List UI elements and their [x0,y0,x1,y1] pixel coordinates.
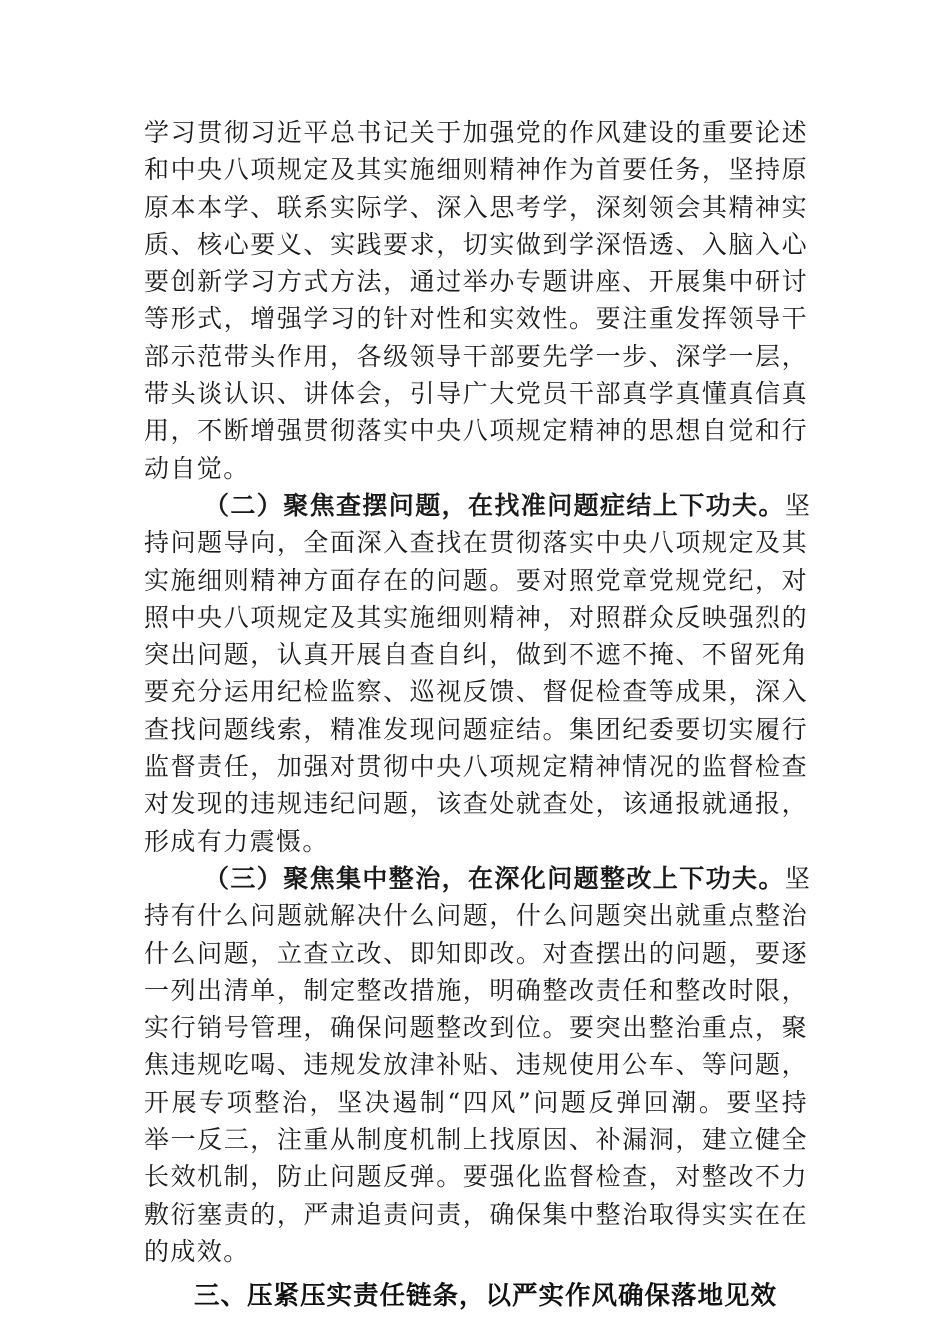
text-line: 带头谈认识、讲体会，引导广大党员干部真学真懂真信真 [144,379,808,409]
text-line: 焦违规吃喝、违规发放津补贴、违规使用公车、等问题， [144,1050,808,1080]
text-line: 和中央八项规定及其实施细则精神作为首要任务，坚持原 [144,155,808,185]
paragraph-lead-heading: （二）聚焦查摆问题，在找准问题症结上下功夫。 [204,490,785,520]
text-line: 持有什么问题就解决什么问题，什么问题突出就重点整治 [144,901,808,931]
text-line: 查找问题线索，精准发现问题症结。集团纪委要切实履行 [144,714,808,744]
paragraph-first-line [144,860,812,897]
text-line: 实行销号管理，确保问题整改到位。要突出整治重点，聚 [144,1013,808,1043]
text-line: 形成有力震慑。 [144,826,329,856]
text-line: 原本本学、联系实际学、深入思考学，深刻领会其精神实 [144,192,808,222]
paragraph-find-problems [144,487,812,860]
text-line: 举一反三，注重从制度机制上找原因、补漏洞，建立健全 [144,1125,808,1155]
section-heading: 三、压紧压实责任链条，以严实作风确保落地见效 [194,1281,778,1312]
text-line: 敷衍塞责的，严肃追责问责，确保集中整治取得实实在在 [144,1199,808,1229]
text-line: 长效机制，防止问题反弹。要强化监督检查，对整改不力 [144,1162,808,1192]
text-line: 的成效。 [144,1236,250,1266]
text-line: 等形式，增强学习的针对性和实效性。要注重发挥领导干 [144,304,808,334]
paragraph-first-line [144,487,812,524]
text-line: 实施细则精神方面存在的问题。要对照党章党规党纪，对 [144,565,808,595]
text-line: 一列出清单，制定整改措施，明确整改责任和整改时限， [144,975,808,1005]
text-line: 用，不断增强贯彻落实中央八项规定精神的思想自觉和行 [144,416,808,446]
text-line: 学习贯彻习近平总书记关于加强党的作风建设的重要论述 [144,118,808,147]
text-line: 突出问题，认真开展自查自纠，做到不遮不掩、不留死角 [144,640,808,670]
text-run: 坚 [784,490,812,520]
text-line: 开展专项整治，坚决遏制“四风”问题反弹回潮。要坚持 [144,1087,808,1117]
text-line: 对发现的违规违纪问题，该查处就查处，该通报就通报， [144,789,808,819]
text-line: 什么问题，立查立改、即知即改。对查摆出的问题，要逐 [144,938,808,968]
text-line: 监督责任，加强对贯彻中央八项规定精神情况的监督检查 [144,752,808,782]
text-run: 坚 [784,863,812,893]
text-line: 动自觉。 [144,453,250,483]
paragraph-rectification [144,860,812,1270]
paragraph-lead-heading: （三）聚焦集中整治，在深化问题整改上下功夫。 [204,863,785,893]
text-line: 要充分运用纪检监察、巡视反馈、督促检查等成果，深入 [144,677,808,707]
document-body [144,114,812,1316]
text-line: 质、核心要义、实践要求，切实做到学深悟透、入脑入心 [144,229,808,259]
paragraph-study [144,114,808,487]
text-line: 部示范带头作用，各级领导干部要先学一步、深学一层， [144,341,808,371]
text-line: 要创新学习方式方法，通过举办专题讲座、开展集中研讨 [144,267,808,297]
text-line: 照中央八项规定及其实施细则精神，对照群众反映强烈的 [144,602,808,632]
text-line: 持问题导向，全面深入查找在贯彻落实中央八项规定及其 [144,528,808,558]
